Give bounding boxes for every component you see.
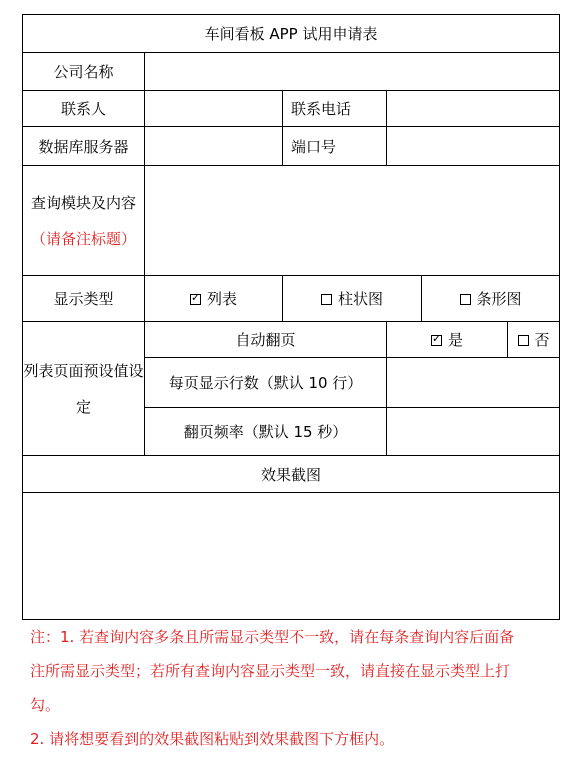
trial-application-form (22, 14, 560, 620)
checkbox-icon[interactable] (460, 294, 471, 305)
phone-label: 联系电话 (283, 91, 387, 127)
company-name-label: 公司名称 (23, 53, 145, 91)
port-label: 端口号 (283, 127, 387, 166)
screenshot-section-title: 效果截图 (23, 456, 560, 493)
company-name-field[interactable] (145, 53, 560, 91)
db-server-field[interactable] (145, 127, 283, 166)
auto-page-no[interactable]: 否 (508, 322, 560, 358)
form-notes (30, 620, 520, 756)
contact-person-field[interactable] (145, 91, 283, 127)
note-2: 2. 请将想要看到的效果截图粘贴到效果截图下方框内。 (30, 730, 395, 748)
auto-page-label: 自动翻页 (145, 322, 387, 358)
port-field[interactable] (387, 127, 560, 166)
form-title: 车间看板 APP 试用申请表 (23, 15, 560, 53)
note-1: 注：1. 若查询内容多条且所需显示类型不一致，请在每条查询内容后面备注所需显示类型；若所有查询内容显示类型一致，请直接在显示类型上打勾。 (30, 628, 515, 714)
rows-per-page-label: 每页显示行数（默认 10 行） (145, 358, 387, 408)
checkbox-icon[interactable] (321, 294, 332, 305)
auto-page-yes[interactable]: ✓ 是 (387, 322, 508, 358)
display-type-label: 显示类型 (23, 276, 145, 322)
list-preset-label: 列表页面预设值设定 (23, 322, 145, 456)
query-module-main-text: 查询模块及内容 (30, 193, 136, 212)
checked-checkbox-icon[interactable] (431, 335, 442, 346)
contact-person-label: 联系人 (23, 91, 145, 127)
page-frequency-field[interactable] (387, 408, 560, 456)
query-module-field[interactable] (145, 166, 560, 276)
display-option-horizontal-bar[interactable]: 条形图 (422, 276, 560, 322)
checkbox-icon[interactable] (518, 335, 529, 346)
page-frequency-label: 翻页频率（默认 15 秒） (145, 408, 387, 456)
display-option-bar-chart[interactable]: 柱状图 (283, 276, 422, 322)
rows-per-page-field[interactable] (387, 358, 560, 408)
screenshot-paste-area[interactable] (23, 493, 560, 620)
query-module-label (23, 166, 145, 276)
db-server-label: 数据库服务器 (23, 127, 145, 166)
phone-field[interactable] (387, 91, 560, 127)
checked-checkbox-icon[interactable] (190, 294, 201, 305)
query-module-note: （请备注标题） (30, 229, 136, 248)
display-option-list[interactable]: ✓ 列表 (145, 276, 283, 322)
